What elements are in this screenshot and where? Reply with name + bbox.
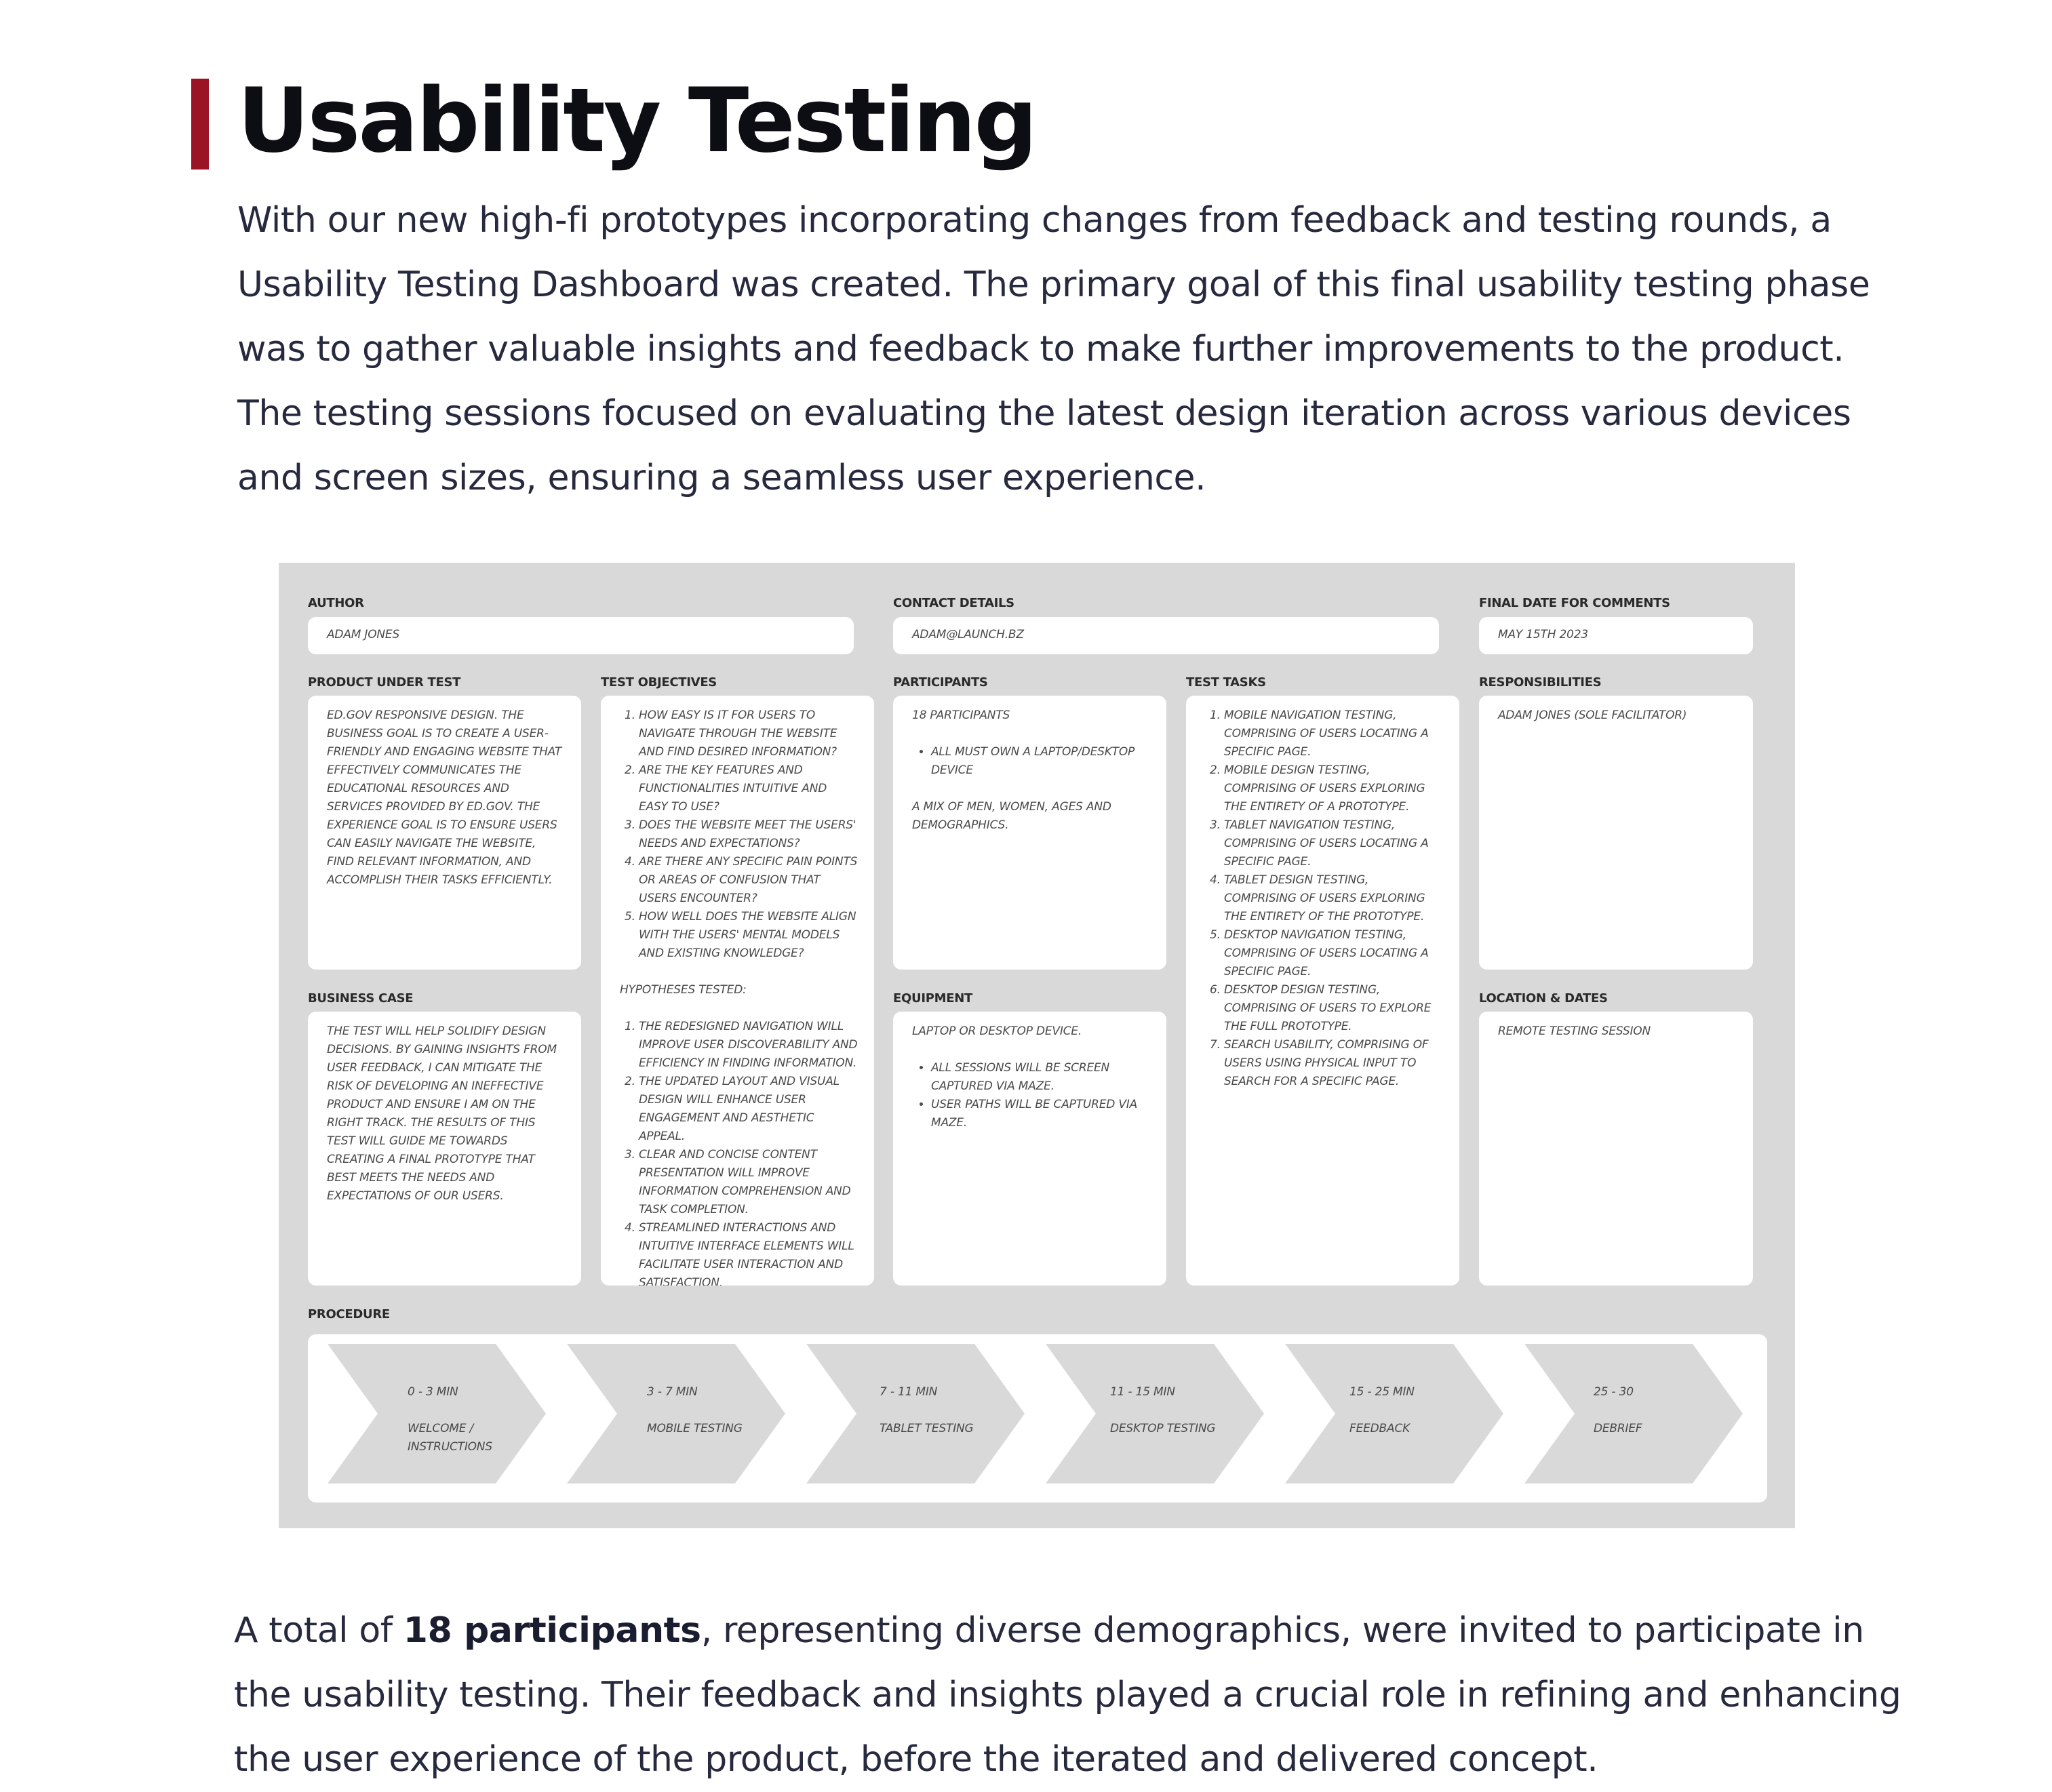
chevron-arrow-icon [806, 1334, 1025, 1502]
contact-label: CONTACT DETAILS [893, 596, 1014, 610]
step-activity: MOBILE TESTING [647, 1422, 743, 1435]
author-label: AUTHOR [308, 596, 364, 610]
location-value: REMOTE TESTING SESSION [1498, 1024, 1651, 1038]
outro-prefix: A total of [234, 1610, 403, 1651]
product-box [308, 696, 581, 970]
final-date-value: MAY 15TH 2023 [1498, 628, 1588, 641]
list-item: 3. TABLET NAVIGATION TESTING, COMPRISING OF USERS LOCATING A SPECIFIC PAGE. [1224, 816, 1444, 871]
equipment-list [912, 1059, 1151, 1132]
participants-box [893, 696, 1166, 970]
contact-value: ADAM@LAUNCH.BZ [912, 628, 1024, 641]
participants-note: A MIX OF MEN, WOMEN, AGES AND DEMOGRAPHICS. [912, 800, 1111, 832]
equipment-intro: LAPTOP OR DESKTOP DEVICE. [912, 1024, 1082, 1038]
step-time: 15 - 25 MIN [1349, 1385, 1415, 1399]
list-item: 4. STREAMLINED INTERACTIONS AND INTUITIVE INTERFACE ELEMENTS WILL FACILITATE USER INTERACTION AND SATISFACTION. [639, 1219, 859, 1286]
list-item: 5. HOW WELL DOES THE WEBSITE ALIGN WITH THE USERS' MENTAL MODELS AND EXISTING KNOWLEDGE? [639, 908, 859, 963]
list-item: 1. MOBILE NAVIGATION TESTING, COMPRISING OF USERS LOCATING A SPECIFIC PAGE. [1224, 706, 1444, 761]
participants-label: PARTICIPANTS [893, 675, 988, 690]
list-item: 2. MOBILE DESIGN TESTING, COMPRISING OF USERS EXPLORING THE ENTIRETY OF A PROTOTYPE. [1224, 761, 1444, 816]
responsibilities-value: ADAM JONES (SOLE FACILITATOR) [1498, 709, 1687, 722]
participants-list [912, 743, 1151, 780]
step-activity: DESKTOP TESTING [1110, 1422, 1216, 1435]
chevron-arrow-icon [328, 1334, 546, 1502]
objectives-box [601, 696, 874, 1286]
list-item: 2. THE UPDATED LAYOUT AND VISUAL DESIGN WILL ENHANCE USER ENGAGEMENT AND AESTHETIC APPEAL. [639, 1073, 859, 1146]
step-activity: FEEDBACK [1349, 1422, 1410, 1435]
location-box [1479, 1012, 1753, 1286]
equipment-box [893, 1012, 1166, 1286]
participants-count: 18 PARTICIPANTS [912, 709, 1010, 722]
step-activity: DEBRIEF [1594, 1422, 1642, 1435]
step-time: 11 - 15 MIN [1110, 1385, 1175, 1399]
responsibilities-box [1479, 696, 1753, 970]
usability-testing-dashboard [279, 563, 1795, 1528]
list-item: • ALL SESSIONS WILL BE SCREEN CAPTURED VIA MAZE. [931, 1059, 1151, 1096]
page-title: Usability Testing [237, 68, 1036, 172]
outro-suffix: , representing diverse demographics, were invited to participate in the usability testing. Their feedback and insights played a crucial role in refining and enhancing the user experience of the product, before the iterated and delivered concept. [234, 1610, 1901, 1780]
procedure-label: PROCEDURE [308, 1307, 390, 1321]
list-item: 7. SEARCH USABILITY, COMPRISING OF USERS USING PHYSICAL INPUT TO SEARCH FOR A SPECIFIC PAGE. [1224, 1036, 1444, 1091]
step-time: 7 - 11 MIN [880, 1385, 938, 1399]
list-item: • USER PATHS WILL BE CAPTURED VIA MAZE. [931, 1096, 1151, 1132]
step-activity: TABLET TESTING [880, 1422, 974, 1435]
tasks-box [1186, 696, 1459, 1286]
author-value: ADAM JONES [327, 628, 400, 641]
chevron-arrow-icon [1046, 1334, 1264, 1502]
step-time: 25 - 30 [1594, 1385, 1634, 1399]
responsibilities-label: RESPONSIBILITIES [1479, 675, 1602, 690]
list-item: 4. ARE THERE ANY SPECIFIC PAIN POINTS OR AREAS OF CONFUSION THAT USERS ENCOUNTER? [639, 853, 859, 908]
title-accent-bar [191, 79, 209, 170]
list-item: 6. DESKTOP DESIGN TESTING, COMPRISING OF USERS TO EXPLORE THE FULL PROTOTYPE. [1224, 981, 1444, 1036]
tasks-label: TEST TASKS [1186, 675, 1266, 690]
list-item: • ALL MUST OWN A LAPTOP/DESKTOP DEVICE [931, 743, 1151, 780]
equipment-label: EQUIPMENT [893, 991, 972, 1005]
list-item: 1. HOW EASY IS IT FOR USERS TO NAVIGATE THROUGH THE WEBSITE AND FIND DESIRED INFORMATION? [639, 706, 859, 761]
final-date-field [1479, 617, 1753, 654]
objectives-list [620, 706, 859, 963]
chevron-arrow-icon [1285, 1334, 1503, 1502]
outro-paragraph [234, 1599, 1929, 1792]
chevron-arrow-icon [1524, 1334, 1743, 1502]
contact-field [893, 617, 1439, 654]
list-item: 5. DESKTOP NAVIGATION TESTING, COMPRISING OF USERS LOCATING A SPECIFIC PAGE. [1224, 926, 1444, 981]
step-time: 3 - 7 MIN [647, 1385, 698, 1399]
product-label: PRODUCT UNDER TEST [308, 675, 461, 690]
business-case-text: THE TEST WILL HELP SOLIDIFY DESIGN DECISIONS. BY GAINING INSIGHTS FROM USER FEEDBACK, I CAN MITIGATE THE RISK OF DEVELOPING AN INEFFECTIVE PRODUCT AND ENSURE I AM ON THE RIGHT TRACK. THE RESULTS OF THIS TEST WILL GUIDE ME TOWARDS CREATING A FINAL PROTOTYPE THAT BEST MEETS THE NEEDS AND EXPECTATIONS OF OUR USERS. [327, 1024, 557, 1203]
step-activity: WELCOME / INSTRUCTIONS [408, 1422, 492, 1454]
procedure-timeline [308, 1334, 1767, 1502]
author-field [308, 617, 854, 654]
location-label: LOCATION & DATES [1479, 991, 1608, 1005]
hypotheses-label: HYPOTHESES TESTED: [620, 983, 747, 997]
list-item: 2. ARE THE KEY FEATURES AND FUNCTIONALITIES INTUITIVE AND EASY TO USE? [639, 761, 859, 816]
step-time: 0 - 3 MIN [408, 1385, 458, 1399]
list-item: 3. CLEAR AND CONCISE CONTENT PRESENTATION WILL IMPROVE INFORMATION COMPREHENSION AND TASK COMPLETION. [639, 1146, 859, 1219]
participants-highlight: 18 participants [403, 1610, 701, 1651]
list-item: 3. DOES THE WEBSITE MEET THE USERS' NEEDS AND EXPECTATIONS? [639, 816, 859, 853]
hypotheses-list [620, 1018, 859, 1286]
list-item: 4. TABLET DESIGN TESTING, COMPRISING OF USERS EXPLORING THE ENTIRETY OF THE PROTOTYPE. [1224, 871, 1444, 926]
chevron-arrow-icon [567, 1334, 785, 1502]
list-item: 1. THE REDESIGNED NAVIGATION WILL IMPROVE USER DISCOVERABILITY AND EFFICIENCY IN FINDING INFORMATION. [639, 1018, 859, 1073]
business-case-box [308, 1012, 581, 1286]
objectives-label: TEST OBJECTIVES [601, 675, 717, 690]
business-case-label: BUSINESS CASE [308, 991, 414, 1005]
tasks-list [1205, 706, 1444, 1091]
final-date-label: FINAL DATE FOR COMMENTS [1479, 596, 1670, 610]
intro-paragraph: With our new high-fi prototypes incorporating changes from feedback and testing rounds, a Usability Testing Dashboard was created. The primary goal of this final usability testing phase was to gather valuable insights and feedback to make further improvements to the product. The testing sessions focused on evaluating the latest design iteration across various devices and screen sizes, ensuring a seamless user experience. [237, 200, 1870, 498]
product-text: ED.GOV RESPONSIVE DESIGN. THE BUSINESS GOAL IS TO CREATE A USER-FRIENDLY AND ENGAGING WEBSITE THAT EFFECTIVELY COMMUNICATES THE EDUCATIONAL RESOURCES AND SERVICES PROVIDED BY ED.GOV. THE EXPERIENCE GOAL IS TO ENSURE USERS CAN EASILY NAVIGATE THE WEBSITE, FIND RELEVANT INFORMATION, AND ACCOMPLISH THEIR TASKS EFFICIENTLY. [327, 709, 562, 887]
